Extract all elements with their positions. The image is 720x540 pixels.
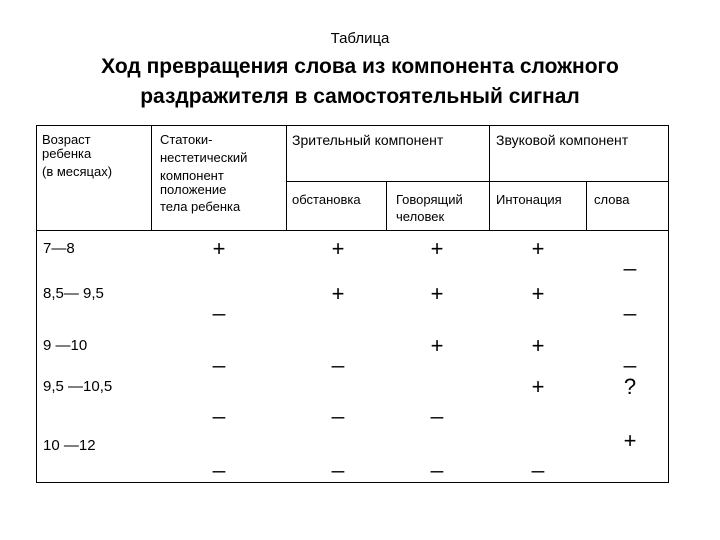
row-age-label: 8,5— 9,5	[43, 285, 104, 302]
row-age-label: 9,5 —10,5	[43, 378, 113, 395]
cell-mark: _	[430, 394, 444, 419]
cell-mark: _	[212, 394, 226, 419]
cell-mark: +	[531, 236, 545, 261]
header-setting: обстановка	[292, 192, 361, 207]
cell-mark: +	[623, 428, 637, 453]
cell-mark: _	[212, 291, 226, 316]
table-header-bottom	[36, 230, 669, 231]
table-col-divider-1	[151, 125, 152, 230]
table-col-divider-3	[386, 181, 387, 230]
title-line-2: раздражителя в самостоятельный сигнал	[140, 85, 580, 108]
table-col-divider-4	[489, 125, 490, 230]
cell-mark: +	[531, 281, 545, 306]
cell-mark: _	[623, 246, 637, 271]
cell-mark: _	[212, 448, 226, 473]
header-static: Статоки- нестетический компонент положение тела ребенка	[160, 132, 248, 214]
cell-mark: +	[430, 333, 444, 358]
cell-mark: _	[331, 343, 345, 368]
row-age-label: 10 —12	[43, 437, 96, 454]
cell-mark: +	[430, 281, 444, 306]
header-speaker: Говорящий человек	[396, 192, 463, 224]
header-words: слова	[594, 192, 630, 207]
header-age: Возраст ребенка (в месяцах)	[42, 132, 113, 179]
table-border-right	[668, 125, 669, 483]
header-intonation: Интонация	[496, 192, 562, 207]
row-age-label: 9 —10	[43, 337, 88, 354]
cell-mark: _	[623, 343, 637, 368]
table-col-divider-2	[286, 125, 287, 230]
title-line-1: Ход превращения слова из компонента сложного	[101, 55, 619, 78]
table-col-divider-5	[586, 181, 587, 230]
cell-mark: +	[531, 374, 545, 399]
cell-mark: _	[430, 448, 444, 473]
row-age-label: 7—8	[43, 240, 75, 257]
cell-mark: +	[430, 236, 444, 261]
cell-mark: _	[212, 343, 226, 368]
cell-mark: _	[331, 394, 345, 419]
header-audio: Звуковой компонент	[496, 132, 629, 148]
table-subheader-rule	[286, 181, 669, 182]
cell-mark: ?	[623, 374, 637, 399]
table-border-left	[36, 125, 37, 483]
cell-mark: _	[623, 291, 637, 316]
table-border-top	[36, 125, 669, 126]
cell-mark: +	[331, 236, 345, 261]
cell-mark: _	[331, 448, 345, 473]
cell-mark: _	[531, 448, 545, 473]
header-visual: Зрительный компонент	[292, 132, 444, 148]
table-border-bottom	[36, 482, 669, 483]
cell-mark: +	[531, 333, 545, 358]
table-caption: Таблица	[330, 30, 390, 47]
cell-mark: +	[331, 281, 345, 306]
cell-mark: +	[212, 236, 226, 261]
